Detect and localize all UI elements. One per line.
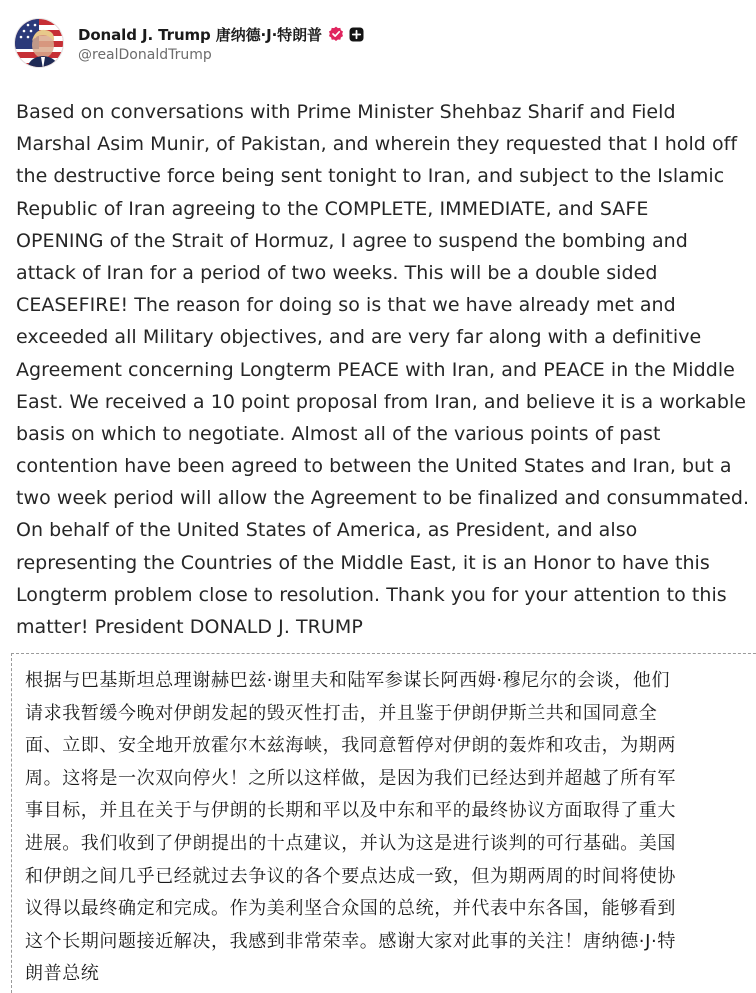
post-text-line: Marshal Asim Munir, of Pakistan, and wherein they requested that I hold off — [16, 133, 738, 156]
post-text-line: On behalf of the United States of America, as President, and also — [16, 519, 638, 542]
plus-square-icon — [349, 27, 364, 42]
translation-line: 请求我暂缓今晚对伊朗发起的毁灭性打击，并且鉴于伊朗伊斯兰共和国同意全 — [25, 702, 658, 724]
display-name[interactable]: Donald J. Trump 唐纳德·J·特朗普 — [78, 25, 322, 44]
user-meta — [78, 23, 364, 63]
post-text-line: basis on which to negotiate. Almost all of the various points of past — [16, 422, 661, 445]
translation-line: 进展。我们收到了伊朗提出的十点建议，并认为这是进行谈判的可行基础。美国 — [25, 832, 676, 854]
post-text-line: Agreement concerning Longterm PEACE with Iran, and PEACE in the Middle — [16, 358, 735, 381]
translation-text — [25, 665, 753, 991]
translation-line: 朗普总统 — [25, 963, 100, 985]
avatar[interactable] — [14, 18, 64, 68]
post-text-line: OPENING of the Strait of Hormuz, I agree to suspend the bombing and — [16, 229, 688, 252]
post-text-line: matter! President DONALD J. TRUMP — [16, 616, 363, 638]
post-text-line: Based on conversations with Prime Minister Shehbaz Sharif and Field — [16, 101, 676, 123]
post-text-line: representing the Countries of the Middle East, it is an Honor to have this — [16, 551, 710, 574]
post-text-line: CEASEFIRE! The reason for doing so is that we have already met and — [16, 294, 676, 317]
translation-line: 事目标，并且在关于与伊朗的长期和平以及中东和平的最终协议方面取得了重大 — [25, 800, 676, 822]
translation-line: 这个长期问题接近解决，我感到非常荣幸。感谢大家对此事的关注！唐纳德·J·特 — [25, 930, 676, 952]
verified-badge-icon — [328, 26, 344, 42]
post-text-line: Republic of Iran agreeing to the COMPLETE, IMMEDIATE, and SAFE — [16, 197, 649, 220]
post-text-line: contention have been agreed to between the United States and Iran, but a — [16, 455, 732, 478]
post-text-line: the destructive force being sent tonight to Iran, and subject to the Islamic — [16, 165, 725, 188]
post-text-line: two week period will allow the Agreement to be finalized and consummated. — [16, 487, 750, 510]
translation-line: 议得以最终确定和完成。作为美利坚合众国的总统，并代表中东各国，能够看到 — [25, 898, 676, 920]
post-text-line: attack of Iran for a period of two weeks. This will be a double sided — [16, 261, 658, 284]
flag-portrait-avatar-icon — [15, 19, 64, 68]
post-header — [14, 16, 364, 70]
user-handle[interactable]: @realDonaldTrump — [78, 47, 212, 63]
translation-line: 根据与巴基斯坦总理谢赫巴兹·谢里夫和陆军参谋长阿西姆·穆尼尔的会谈，他们 — [25, 670, 671, 691]
translation-line: 和伊朗之间几乎已经就过去争议的各个要点达成一致，但为期两周的时间将使协 — [25, 865, 676, 887]
post-text-line: East. We received a 10 point proposal from Iran, and believe it is a workable — [16, 390, 747, 413]
post-text — [16, 96, 752, 643]
translation-line: 周。这将是一次双向停火！之所以这样做，是因为我们已经达到并超越了所有军 — [25, 767, 676, 789]
name-line — [78, 23, 364, 45]
post-text-line: exceeded all Military objectives, and are very far along with a definitive — [16, 326, 702, 349]
translation-line: 面、立即、安全地开放霍尔木兹海峡，我同意暂停对伊朗的轰炸和攻击，为期两 — [25, 735, 676, 757]
post-text-line: Longterm problem close to resolution. Thank you for your attention to this — [16, 583, 727, 606]
